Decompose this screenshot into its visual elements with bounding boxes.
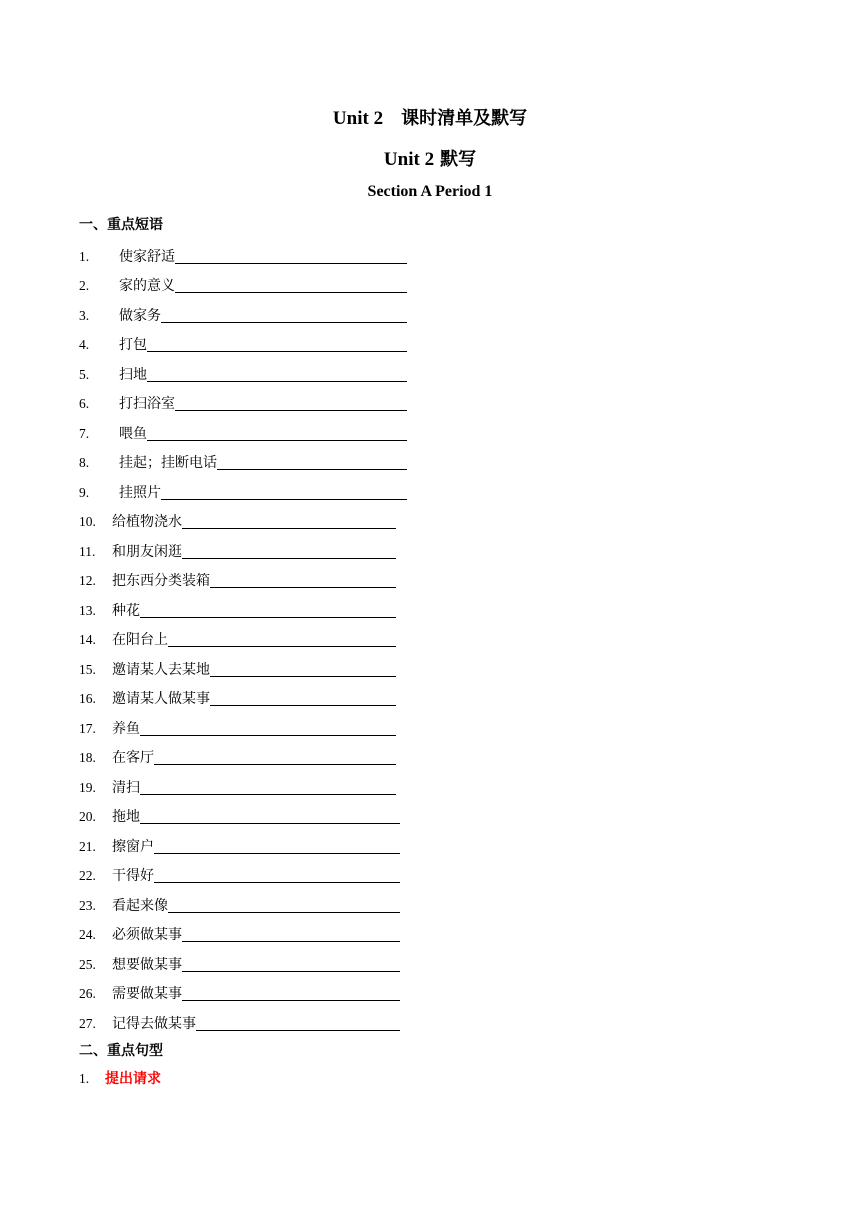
list-item — [79, 1004, 407, 1034]
list-item-label: 养鱼 — [112, 720, 140, 737]
answer-blank[interactable] — [154, 837, 400, 854]
list-item — [79, 473, 407, 503]
sentence-item — [79, 1069, 161, 1089]
list-item-label: 干得好 — [112, 868, 154, 884]
list-item-number: 19. — [79, 779, 96, 795]
list-item-number: 18. — [79, 750, 96, 765]
answer-blank[interactable] — [168, 630, 396, 647]
list-item-number: 8. — [79, 455, 90, 470]
list-item-number: 11. — [79, 543, 96, 559]
list-item — [79, 886, 407, 916]
page-subtitle — [0, 145, 860, 171]
answer-blank[interactable] — [210, 571, 396, 588]
list-item-label: 邀请某人做某事 — [112, 691, 210, 707]
list-item-number: 14. — [79, 632, 96, 647]
list-item-number: 16. — [79, 691, 96, 706]
list-item-label: 把东西分类装箱 — [112, 573, 210, 589]
list-item-number: 20. — [79, 809, 96, 824]
list-item — [79, 296, 407, 326]
answer-blank[interactable] — [182, 925, 400, 942]
list-item-label: 种花 — [112, 602, 140, 619]
answer-blank[interactable] — [182, 955, 400, 972]
list-item-number: 4. — [79, 337, 90, 352]
list-item — [79, 768, 407, 798]
answer-blank[interactable] — [154, 866, 400, 883]
page-subtitle-cn: 默写 — [440, 149, 477, 170]
phrases-heading: 一、重点短语 — [79, 217, 163, 233]
list-item — [79, 562, 407, 592]
answer-blank[interactable] — [147, 335, 407, 352]
list-item-label: 邀请某人去某地 — [112, 661, 210, 678]
list-item-number: 27. — [79, 1015, 96, 1031]
answer-blank[interactable] — [182, 542, 396, 559]
sentence-item-label: 提出请求 — [105, 1071, 161, 1087]
list-item-number: 3. — [79, 307, 90, 323]
answer-blank[interactable] — [210, 660, 396, 677]
answer-blank[interactable] — [182, 512, 396, 529]
phrase-list — [79, 237, 407, 1034]
list-item — [79, 591, 407, 621]
list-item-label: 在客厅 — [112, 750, 154, 766]
list-item-label: 扫地 — [119, 366, 147, 383]
answer-blank[interactable] — [175, 394, 407, 411]
sentences-heading: 二、重点句型 — [79, 1043, 163, 1059]
list-item — [79, 945, 407, 975]
list-item-number: 22. — [79, 868, 96, 883]
list-item-number: 5. — [79, 366, 90, 382]
list-item — [79, 385, 407, 415]
list-item-label: 打包 — [119, 337, 147, 353]
answer-blank[interactable] — [168, 896, 400, 913]
section-title: Section A Period 1 — [367, 183, 493, 200]
list-item — [79, 798, 407, 828]
list-item-label: 想要做某事 — [112, 956, 182, 973]
answer-blank[interactable] — [161, 483, 407, 500]
list-item-number: 7. — [79, 425, 90, 441]
list-item — [79, 975, 407, 1005]
list-item — [79, 267, 407, 297]
list-item — [79, 827, 407, 857]
list-item — [79, 650, 407, 680]
answer-blank[interactable] — [196, 1014, 400, 1031]
list-item-number: 21. — [79, 838, 96, 854]
list-item-label: 必须做某事 — [112, 927, 182, 943]
answer-blank[interactable] — [175, 247, 407, 264]
list-item-label: 打扫浴室 — [119, 396, 175, 412]
list-item — [79, 237, 407, 267]
list-item — [79, 857, 407, 887]
list-item-number: 2. — [79, 278, 90, 293]
answer-blank[interactable] — [140, 778, 396, 795]
list-item-number: 24. — [79, 927, 96, 942]
list-item — [79, 444, 407, 474]
list-item — [79, 355, 407, 385]
list-item-number: 15. — [79, 661, 96, 677]
list-item-label: 需要做某事 — [112, 986, 182, 1002]
list-item-label: 清扫 — [112, 779, 140, 796]
page-title-cn: 课时清单及默写 — [401, 108, 528, 129]
list-item-number: 12. — [79, 573, 96, 588]
list-item — [79, 503, 407, 533]
list-item-label: 在阳台上 — [112, 632, 168, 648]
answer-blank[interactable] — [161, 306, 407, 323]
list-item-label: 使家舒适 — [119, 248, 175, 265]
answer-blank[interactable] — [140, 719, 396, 736]
page-title-unit: Unit 2 — [332, 108, 384, 129]
list-item — [79, 709, 407, 739]
list-item — [79, 621, 407, 651]
list-item-number: 6. — [79, 396, 90, 411]
list-item-label: 挂起；挂断电话 — [119, 455, 217, 471]
list-item-number: 13. — [79, 602, 96, 618]
list-item — [79, 532, 407, 562]
list-item-label: 记得去做某事 — [112, 1015, 196, 1032]
list-item-label: 和朋友闲逛 — [112, 543, 182, 560]
list-item-label: 给植物浇水 — [112, 514, 182, 530]
answer-blank[interactable] — [210, 689, 396, 706]
list-item — [79, 916, 407, 946]
list-item-number: 25. — [79, 956, 96, 972]
list-item — [79, 739, 407, 769]
list-item-label: 擦窗户 — [112, 838, 154, 855]
list-item-number: 26. — [79, 986, 96, 1001]
list-item-number: 9. — [79, 484, 90, 500]
list-item-label: 家的意义 — [119, 278, 175, 294]
list-item — [79, 326, 407, 356]
sentence-item-number: 1. — [79, 1071, 90, 1086]
page-subtitle-unit: Unit 2 — [383, 149, 435, 170]
list-item-number: 10. — [79, 514, 96, 529]
answer-blank[interactable] — [140, 601, 396, 618]
list-item-number: 1. — [79, 248, 90, 264]
answer-blank[interactable] — [217, 453, 407, 470]
list-item-label: 挂照片 — [119, 484, 161, 501]
list-item-label: 看起来像 — [112, 897, 168, 914]
list-item-label: 做家务 — [119, 307, 161, 324]
answer-blank[interactable] — [140, 807, 400, 824]
list-item-label: 拖地 — [112, 809, 140, 825]
list-item — [79, 414, 407, 444]
list-item — [79, 680, 407, 710]
answer-blank[interactable] — [175, 276, 407, 293]
list-item-number: 17. — [79, 720, 96, 736]
answer-blank[interactable] — [154, 748, 396, 765]
list-item-label: 喂鱼 — [119, 425, 147, 442]
answer-blank[interactable] — [147, 365, 407, 382]
list-item-number: 23. — [79, 897, 96, 913]
answer-blank[interactable] — [147, 424, 407, 441]
answer-blank[interactable] — [182, 984, 400, 1001]
page-title — [0, 104, 860, 130]
